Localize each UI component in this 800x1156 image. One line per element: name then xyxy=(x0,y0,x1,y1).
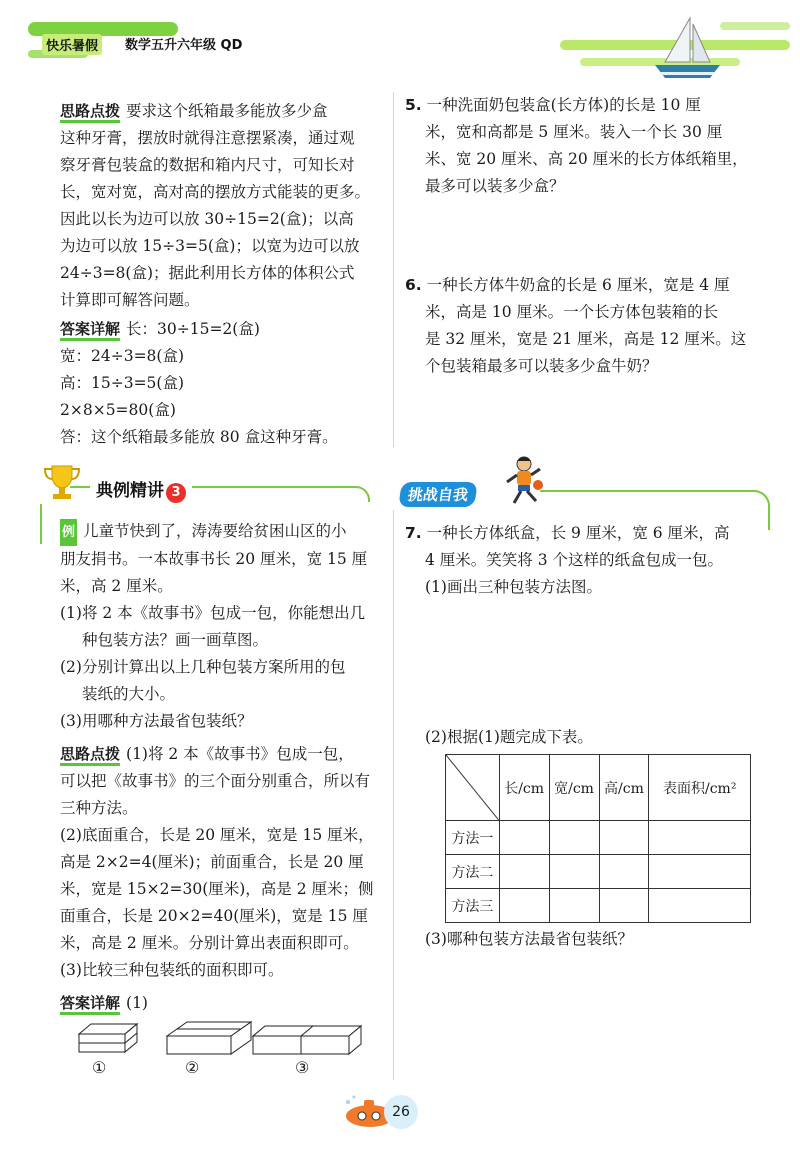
hint-line: 高是 2×2=4(厘米)；前面重合，长是 20 厘 xyxy=(60,853,364,871)
question-line: 一种长方体纸盒，长 9 厘米，宽 6 厘米，高 xyxy=(426,524,730,542)
table-row-label: 方法二 xyxy=(446,855,500,889)
sub-question: 种包装方法？画一画草图。 xyxy=(82,631,269,649)
package-figure-3 xyxy=(253,1026,361,1054)
question-5 xyxy=(405,92,775,200)
page-number: 26 xyxy=(384,1095,418,1129)
question-line: 一种长方体牛奶盒的长是 6 厘米，宽是 4 厘 xyxy=(426,276,730,294)
example-line: 儿童节快到了，涛涛要给贫困山区的小 xyxy=(83,522,347,540)
question-line: 米，高是 10 厘米。一个长方体包装箱的长 xyxy=(425,303,719,321)
sailboat-icon xyxy=(560,10,790,80)
hint-line: 为边可以放 15÷3=5(盒)；以宽为边可以放 xyxy=(60,237,360,255)
figure-label: ② xyxy=(185,1058,200,1077)
answer-tag: 答案详解 xyxy=(60,320,120,341)
hint-line: (2)底面重合，长是 20 厘米，宽是 15 厘米， xyxy=(60,826,374,844)
left-hint-block xyxy=(60,98,390,451)
example-badge: 例 xyxy=(60,519,77,546)
question-number: 7. xyxy=(405,524,422,542)
question-line: 4 厘米。笑笑将 3 个这样的纸盒包成一包。 xyxy=(425,551,724,569)
table-row xyxy=(446,855,751,889)
package-figure-1 xyxy=(79,1024,137,1052)
answer-line: 答：这个纸箱最多能放 80 盒这种牙膏。 xyxy=(60,428,338,446)
sub-question: 装纸的大小。 xyxy=(82,685,176,703)
table-cell xyxy=(499,855,549,889)
hint-line: (3)比较三种包装纸的面积即可。 xyxy=(60,961,284,979)
hint-line: 米，高是 2 厘米。分别计算出表面积即可。 xyxy=(60,934,359,952)
sub-question: (3)用哪种方法最省包装纸？ xyxy=(60,712,253,730)
example-line: 米，高 2 厘米。 xyxy=(60,577,173,595)
packaging-figures xyxy=(75,1020,375,1060)
table-row-label: 方法一 xyxy=(446,821,500,855)
answer-line: 宽：24÷3=8(盒) xyxy=(60,347,185,365)
running-boy-icon xyxy=(502,455,544,507)
header-brand: 快乐暑假 xyxy=(42,34,102,55)
question-line: (1)画出三种包装方法图。 xyxy=(425,578,602,596)
example-line: 朋友捐书。一本故事书长 20 厘米，宽 15 厘 xyxy=(60,550,368,568)
section-title: 典例精讲 3 xyxy=(90,476,192,503)
header-subtitle: 数学五升六年级 QD xyxy=(125,38,243,53)
hint-line: 可以把《故事书》的三个面分别重合，所以有 xyxy=(60,772,371,790)
section-number-badge: 3 xyxy=(166,483,186,503)
hint-line: 要求这个纸箱最多能放多少盒 xyxy=(126,102,328,120)
table-cell xyxy=(549,821,599,855)
table-row xyxy=(446,821,751,855)
table-header-cell: 宽/cm xyxy=(549,755,599,821)
question-line: 一种洗面奶包装盒(长方体)的长是 10 厘 xyxy=(426,96,701,114)
table-cell xyxy=(649,855,751,889)
question-number: 6. xyxy=(405,276,422,294)
table-cell xyxy=(599,821,649,855)
table-row-label: 方法三 xyxy=(446,889,500,923)
question-line: 个包装箱最多可以装多少盒牛奶？ xyxy=(425,357,658,375)
question-line: 米，宽和高都是 5 厘米。装入一个长 30 厘 xyxy=(425,123,723,141)
answer-line: (1) xyxy=(126,994,148,1012)
hint-tag: 思路点拨 xyxy=(60,102,120,123)
question-line: 是 32 厘米，宽是 21 厘米，高是 12 厘米。这 xyxy=(425,330,747,348)
table-row xyxy=(446,889,751,923)
table-cell xyxy=(499,889,549,923)
column-divider xyxy=(393,510,394,1080)
hint-line: 面重合，长是 20×2=40(厘米)，宽是 15 厘 xyxy=(60,907,368,925)
question-6 xyxy=(405,272,775,380)
table-cell xyxy=(649,889,751,923)
answer-line: 长：30÷15=2(盒) xyxy=(126,320,260,338)
section-frame-left xyxy=(40,504,42,544)
table-cell xyxy=(499,821,549,855)
hint-line: 这种牙膏，摆放时就得注意摆紧凑，通过观 xyxy=(60,129,355,147)
figure-label: ③ xyxy=(295,1058,310,1077)
question-7-part-3: (3)哪种包装方法最省包装纸？ xyxy=(425,930,633,948)
question-line: 最多可以装多少盒？ xyxy=(425,177,565,195)
table-header-cell: 表面积/cm² xyxy=(649,755,751,821)
question-line: 米、宽 20 厘米、高 20 厘米的长方体纸箱里， xyxy=(425,150,748,168)
question-7-part-2: (2)根据(1)题完成下表。 xyxy=(425,728,593,746)
table-header-cell: 高/cm xyxy=(599,755,649,821)
answer-tag: 答案详解 xyxy=(60,994,120,1015)
hint-tag: 思路点拨 xyxy=(60,745,120,766)
hint-line: 因此以长为边可以放 30÷15=2(盒)；以高 xyxy=(60,210,354,228)
table-cell xyxy=(549,889,599,923)
table-cell xyxy=(649,821,751,855)
question-number: 5. xyxy=(405,96,422,114)
sub-question: (2)分别计算出以上几种包装方案所用的包 xyxy=(60,658,346,676)
hint-line: 计算即可解答问题。 xyxy=(60,291,200,309)
table-header-cell: 长/cm xyxy=(499,755,549,821)
hint-line: 长，宽对宽，高对高的摆放方式能装的更多。 xyxy=(60,183,371,201)
hint-line: 米，宽是 15×2=30(厘米)，高是 2 厘米；侧 xyxy=(60,880,374,898)
diagonal-line-icon xyxy=(446,755,499,820)
hint-line: 三种方法。 xyxy=(60,799,138,817)
example-block xyxy=(60,518,390,1017)
figure-label: ① xyxy=(92,1058,107,1077)
hint-line: (1)将 2 本《故事书》包成一包， xyxy=(126,745,354,763)
table-cell xyxy=(549,855,599,889)
answer-line: 高：15÷3=5(盒) xyxy=(60,374,185,392)
answer-line: 2×8×5=80(盒) xyxy=(60,401,176,419)
column-divider xyxy=(393,92,394,447)
sub-question: (1)将 2 本《故事书》包成一包，你能想出几 xyxy=(60,604,366,622)
hint-line: 察牙膏包装盒的数据和箱内尺寸，可知长对 xyxy=(60,156,355,174)
table-header-corner xyxy=(446,755,500,821)
question-7 xyxy=(405,520,775,601)
answer-table xyxy=(445,754,751,923)
package-figure-2 xyxy=(167,1022,251,1054)
table-cell xyxy=(599,889,649,923)
hint-line: 24÷3=8(盒)；据此利用长方体的体积公式 xyxy=(60,264,355,282)
challenge-title: 挑战自我 xyxy=(398,482,478,507)
table-cell xyxy=(599,855,649,889)
